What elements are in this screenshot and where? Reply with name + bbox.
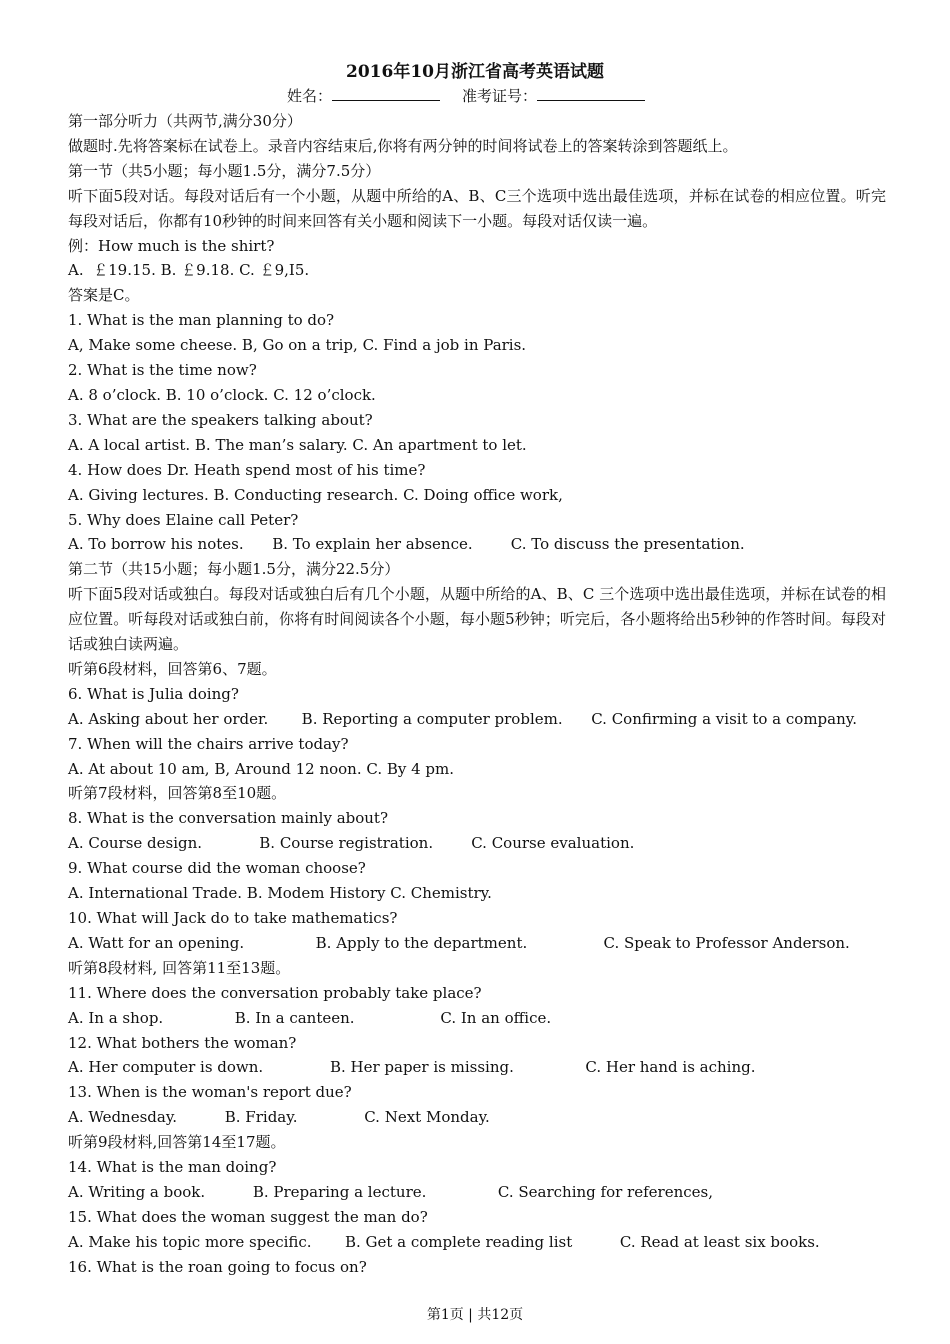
- exam-id-label: 准考证号：: [462, 87, 538, 105]
- options: A. To borrow his notes. B. To explain her absence. C. To discuss the presentation.: [68, 535, 745, 554]
- section-heading: 第一部分听力（共两节,满分30分）: [68, 112, 302, 130]
- material-heading: 听第6段材料，回答第6、7题。: [68, 659, 277, 678]
- question: 9. What course did the woman choose?: [68, 859, 366, 878]
- section-heading: 第二节（共15小题；每小题1.5分，满分22.5分）: [68, 560, 400, 579]
- instruction-text: 听下面5段对话。每段对话后有一个小题，从题中所给的A、B、C三个选项中选出最佳选项，并标在试卷的相应位置。听完每段对话后，你都有10秒钟的时间来回答有关小题和阅读下一小题。每段对话仅读一遍。: [68, 186, 886, 230]
- question: 16. What is the roan going to focus on?: [68, 1257, 367, 1276]
- example-options: A. ￡19.15. B. ￡9.18. C. ￡9,I5.: [68, 261, 310, 280]
- exam-id-blank: [537, 86, 645, 101]
- question: 1. What is the man planning to do?: [68, 311, 335, 330]
- options: A. Make his topic more specific. B. Get a complete reading list C. Read at least six books.: [68, 1232, 820, 1251]
- options: A. 8 o’clock. B. 10 o’clock. C. 12 o’clock.: [68, 385, 376, 404]
- options: A. Asking about her order. B. Reporting a computer problem. C. Confirming a visit to a company.: [68, 709, 858, 728]
- options: A. Course design. B. Course registration. C. Course evaluation.: [68, 834, 635, 853]
- options: A. Watt for an opening. B. Apply to the department. C. Speak to Professor Anderson.: [68, 933, 850, 952]
- options: A. International Trade. B. Modem History C. Chemistry.: [68, 884, 492, 903]
- options: A. A local artist. B. The man’s salary. C. An apartment to let.: [68, 435, 527, 454]
- question: 7. When will the chairs arrive today?: [68, 734, 349, 753]
- page-footer: 第1页 | 共12页: [426, 1307, 524, 1323]
- question: 15. What does the woman suggest the man do?: [68, 1207, 428, 1226]
- question: 11. Where does the conversation probably take place?: [68, 983, 482, 1002]
- question: 14. What is the man doing?: [68, 1158, 277, 1177]
- material-heading: 听第8段材料, 回答第11至13题。: [68, 958, 291, 977]
- instruction-text: 听下面5段对话或独白。每段对话或独白后有几个小题，从题中所给的A、B、C 三个选项中选出最佳选项，并标在试卷的相应位置。听每段对话或独白前，你将有时间阅读各个小题，每小题5秒钟；听完后，各小题将给出5秒钟的作答时间。每段对话或独白读两遍。: [68, 585, 886, 654]
- options: A. In a shop. B. In a canteen. C. In an office.: [68, 1008, 552, 1027]
- options: A. At about 10 am, B, Around 12 noon. C. By 4 pm.: [68, 759, 455, 778]
- question: 8. What is the conversation mainly about?: [68, 809, 389, 828]
- name-blank: [332, 86, 440, 101]
- options: A. Giving lectures. B. Conducting research. C. Doing office work,: [68, 485, 563, 504]
- name-label: 姓名：: [286, 87, 332, 105]
- example-answer: 答案是C。: [68, 286, 140, 305]
- section-heading: 第一节（共5小题；每小题1.5分，满分7.5分）: [68, 161, 381, 180]
- question: 6. What is Julia doing?: [68, 684, 239, 703]
- question: 12. What bothers the woman?: [68, 1033, 297, 1052]
- instruction-text: 做题时.先将答案标在试卷上。录音内容结束后,你将有两分钟的时间将试卷上的答案转涂到答题纸上。: [68, 136, 738, 155]
- exam-content: [68, 109, 886, 1280]
- page-title: 2016年10月浙江省高考英语试题: [346, 62, 604, 82]
- material-heading: 听第7段材料，回答第8至10题。: [68, 784, 287, 803]
- question: 10. What will Jack do to take mathematics?: [68, 909, 398, 927]
- question: 3. What are the speakers talking about?: [68, 410, 373, 429]
- question: 2. What is the time now?: [68, 361, 257, 380]
- options: A. Her computer is down. B. Her paper is missing. C. Her hand is aching.: [68, 1058, 756, 1077]
- material-heading: 听第9段材料,回答第14至17题。: [68, 1133, 286, 1152]
- options: A. Writing a book. B. Preparing a lecture. C. Searching for references,: [68, 1182, 713, 1201]
- question: 13. When is the woman's report due?: [68, 1083, 352, 1102]
- candidate-info: [0, 85, 950, 107]
- example-question: 例：How much is the shirt?: [68, 236, 275, 255]
- options: A, Make some cheese. B, Go on a trip, C. Find a job in Paris.: [68, 336, 527, 355]
- options: A. Wednesday. B. Friday. C. Next Monday.: [68, 1108, 490, 1127]
- question: 5. Why does Elaine call Peter?: [68, 510, 299, 529]
- question: 4. How does Dr. Heath spend most of his time?: [68, 460, 426, 479]
